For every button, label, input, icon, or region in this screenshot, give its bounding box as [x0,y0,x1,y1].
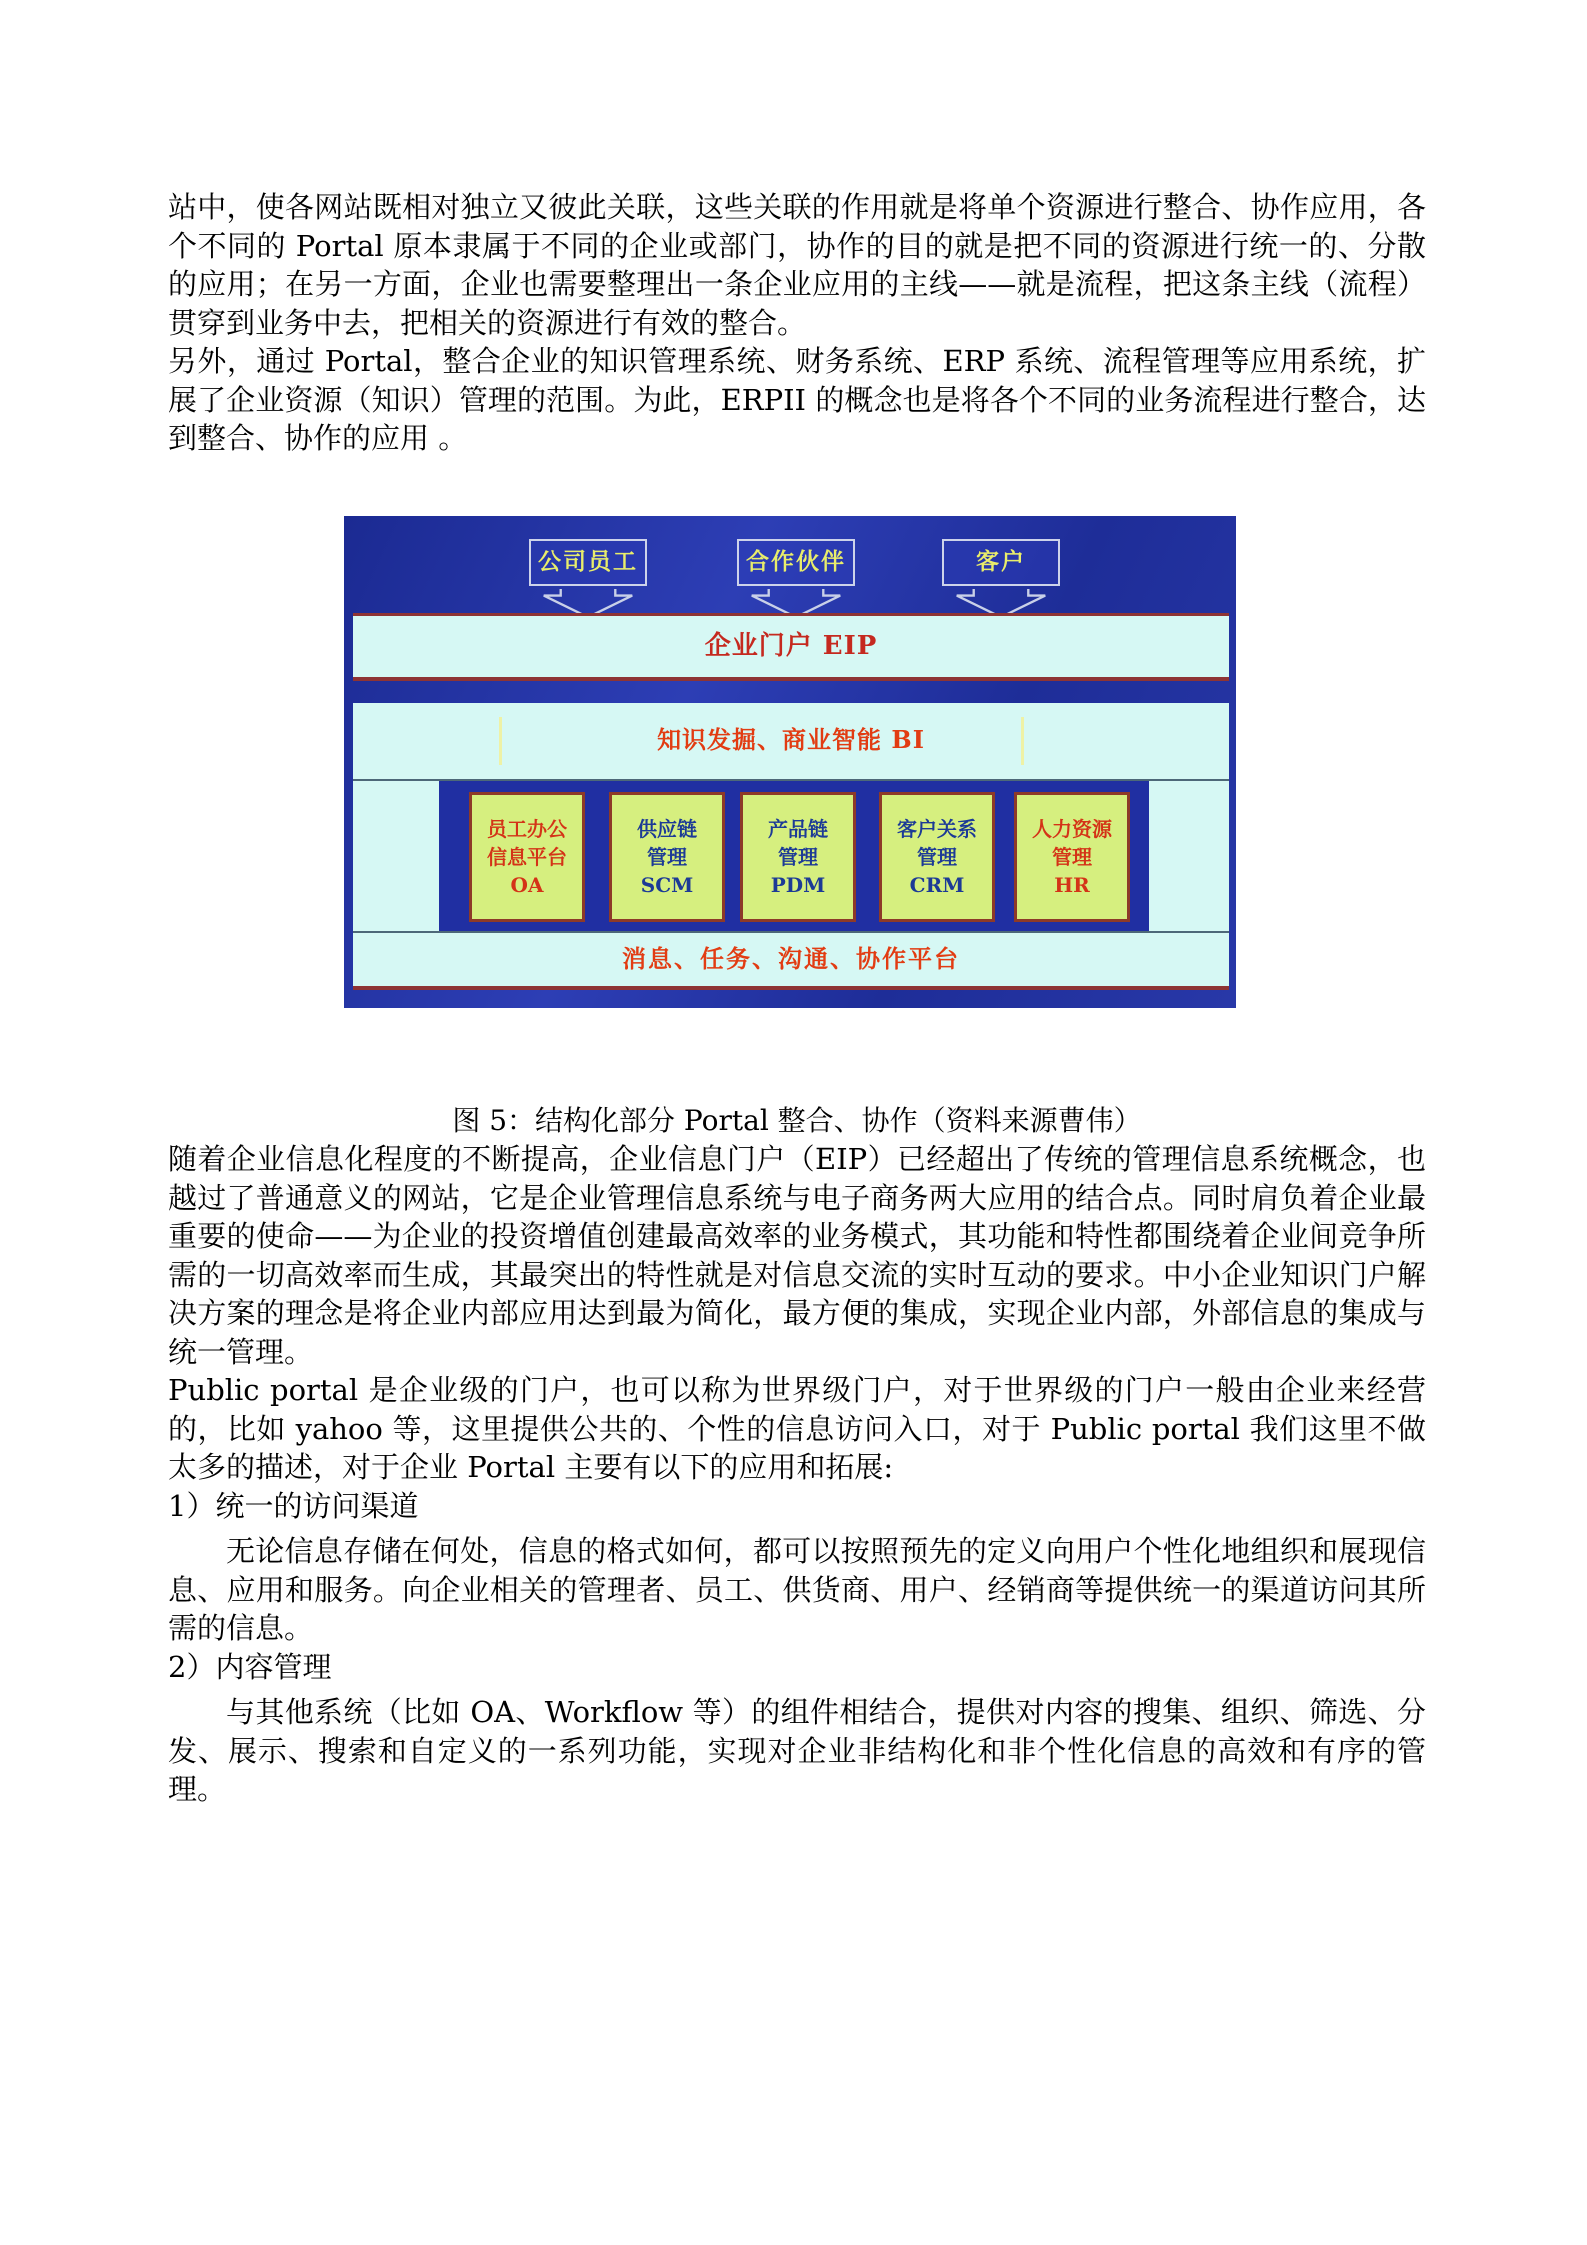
modules-band [353,779,1229,933]
module-line: 客户关系 [897,816,977,841]
module-line: 管理 [647,844,687,869]
actor-label: 合作伙伴 [746,547,846,575]
module-line: 管理 [778,844,818,869]
module-line: OA [510,872,544,897]
module-line: 产品链 [768,816,828,841]
module-box-1 [469,792,585,922]
module-box-3 [740,792,856,922]
module-box-2 [609,792,725,922]
figure-caption: 图 5：结构化部分 Portal 整合、协作（资料来源曹伟） [452,1103,1142,1137]
module-line: 管理 [1052,844,1092,869]
divider-tick [499,717,502,765]
paragraph-3: 随着企业信息化程度的不断提高，企业信息门户（EIP）已经超出了传统的管理信息系统概念，也越过了普通意义的网站，它是企业管理信息系统与电子商务两大应用的结合点。同时肩负着企业最重要的使命——为企业的投资增值创建最高效率的业务模式，其功能和特性都围绕着企业间竞争所需的一切高效率而生成，其最突出的特性就是对信息交流的实时互动的要求。中小企业知识门户解决方案的理念是将企业内部应用达到最为简化，最方便的集成，实现企业内部，外部信息的集成与统一管理。 [168,1142,1426,1369]
paragraph-4: Public portal 是企业级的门户，也可以称为世界级门户，对于世界级的门户一般由企业来经营的，比如 yahoo 等，这里提供公共的、个性的信息访问入口，对于 Public portal 我们这里不做太多的描述，对于企业 Portal 主要有以下的应用和拓展: [168,1373,1426,1484]
actor-label: 客户 [976,547,1026,575]
module-line: CRM [909,872,965,897]
divider-tick [1021,717,1024,765]
paragraph-1: 站中，使各网站既相对独立又彼此关联，这些关联的作用就是将单个资源进行整合、协作应用，各个不同的 Portal 原本隶属于不同的企业或部门，协作的目的就是把不同的资源进行统一的、分散的应用；在另一方面，企业也需要整理出一条企业应用的主线——就是流程，把这条主线（流程）贯穿到业务中去，把相关的资源进行有效的整合。 [168,190,1426,340]
module-line: 供应链 [637,816,697,841]
bi-banner-label: 知识发掘、商业智能 BI [657,725,925,755]
module-line: HR [1054,872,1090,897]
bi-banner [353,703,1229,779]
module-line: 管理 [917,844,957,869]
collaboration-banner-label: 消息、任务、沟通、协作平台 [622,943,960,973]
module-box-4 [879,792,995,922]
figure-portal-architecture [344,516,1236,1008]
actor-box-customers [942,539,1060,586]
section-2-heading: 2）内容管理 [168,1649,332,1684]
actor-box-employees [529,539,647,586]
collaboration-banner [353,933,1229,986]
paragraph-2: 另外，通过 Portal，整合企业的知识管理系统、财务系统、ERP 系统、流程管理等应用系统，扩展了企业资源（知识）管理的范围。为此，ERPII 的概念也是将各个不同的业务流程进行整合，达到整合、协作的应用 。 [168,344,1426,455]
actor-label: 公司员工 [538,547,638,575]
section-1-body: 无论信息存储在何处，信息的格式如何，都可以按照预先的定义向用户个性化地组织和展现信息、应用和服务。向企业相关的管理者、员工、供货商、用户、经销商等提供统一的渠道访问其所需的信息。 [168,1534,1426,1645]
module-line: 人力资源 [1032,816,1112,841]
figure-wrapper [344,516,1426,1008]
actor-box-partners [737,539,855,586]
document-body [168,188,1426,1809]
eip-banner [353,613,1229,681]
module-line: 信息平台 [487,844,567,869]
section-1-heading: 1）统一的访问渠道 [168,1488,419,1523]
module-box-5 [1014,792,1130,922]
module-line: PDM [770,872,826,897]
module-line: 员工办公 [487,816,567,841]
section-2-body: 与其他系统（比如 OA、Workflow 等）的组件相结合，提供对内容的搜集、组织、筛选、分发、展示、搜索和自定义的一系列功能，实现对企业非结构化和非个性化信息的高效和有序的管理。 [168,1695,1426,1806]
module-line: SCM [640,872,694,897]
lower-platform-block [353,703,1229,990]
eip-banner-label: 企业门户 EIP [704,630,878,661]
